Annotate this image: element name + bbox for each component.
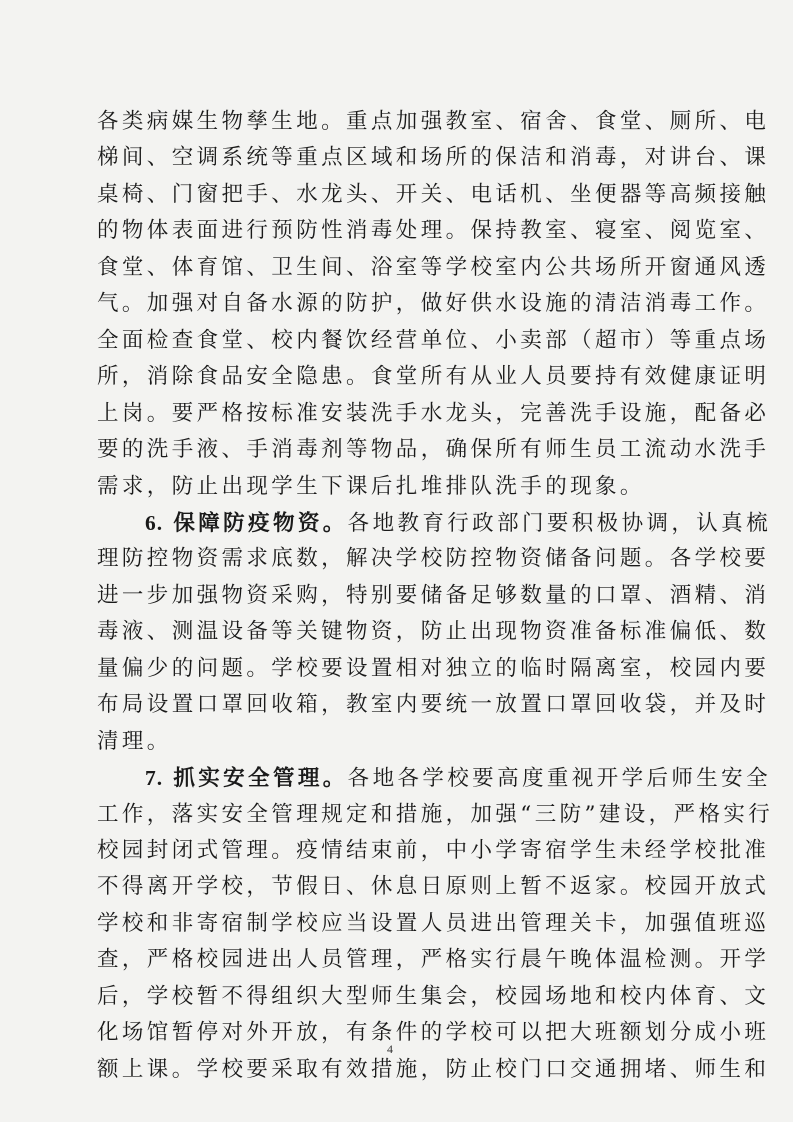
section-7-line-5: 查，严格校园进出人员管理，严格实行晨午晚体温检测。开学 xyxy=(97,947,770,972)
section-7-first-line-text: 各地各学校要高度重视开学后师生安全 xyxy=(347,766,771,791)
section-6-title: 保障防疫物资。 xyxy=(173,511,348,536)
section-7-line-4: 学校和非寄宿制学校应当设置人员进出管理关卡，加强值班巡 xyxy=(97,911,770,936)
section-6-line-5: 布局设置口罩回收箱，教室内要统一放置口罩回收袋，并及时 xyxy=(97,692,770,717)
section-7-title: 抓实安全管理。 xyxy=(173,766,348,791)
page-number: 4 xyxy=(387,1042,393,1056)
body-line-6: 气。加强对自备水源的防护，做好供水设施的清洁消毒工作。 xyxy=(97,291,770,316)
section-7-number: 7. xyxy=(145,766,164,790)
body-line-4: 的物体表面进行预防性消毒处理。保持教室、寝室、阅览室、 xyxy=(97,218,770,243)
section-6-line-4: 量偏少的问题。学校要设置相对独立的临时隔离室，校园内要 xyxy=(97,656,770,681)
section-7-heading-line xyxy=(145,764,771,792)
body-line-7: 全面检查食堂、校内餐饮经营单位、小卖部（超市）等重点场 xyxy=(97,328,770,353)
section-7-line-6: 后，学校暂不得组织大型师生集会，校园场地和校内体育、文 xyxy=(97,984,770,1009)
body-line-2: 梯间、空调系统等重点区域和场所的保洁和消毒，对讲台、课 xyxy=(97,145,770,170)
section-6-line-6: 清理。 xyxy=(97,729,172,754)
body-line-3: 桌椅、门窗把手、水龙头、开关、电话机、坐便器等高频接触 xyxy=(97,182,770,207)
body-line-10: 要的洗手液、手消毒剂等物品，确保所有师生员工流动水洗手 xyxy=(97,437,770,462)
section-6-line-2: 进一步加强物资采购，特别要储备足够数量的口罩、酒精、消 xyxy=(97,583,770,608)
section-6-heading-line xyxy=(145,509,771,537)
body-line-8: 所，消除食品安全隐患。食堂所有从业人员要持有效健康证明 xyxy=(97,364,770,389)
section-6-line-3: 毒液、测温设备等关键物资，防止出现物资准备标准偏低、数 xyxy=(97,619,770,644)
section-7-line-8: 额上课。学校要采取有效措施，防止校门口交通拥堵、师生和 xyxy=(97,1057,770,1082)
section-7-line-3: 不得离开学校，节假日、休息日原则上暂不返家。校园开放式 xyxy=(97,874,770,899)
section-7-line-1: 工作，落实安全管理规定和措施，加强“三防”建设，严格实行 xyxy=(97,802,774,827)
body-line-11: 需求，防止出现学生下课后扎堆排队洗手的现象。 xyxy=(97,474,645,499)
section-7-line-7: 化场馆暂停对外开放，有条件的学校可以把大班额划分成小班 xyxy=(97,1020,770,1045)
section-6-line-1: 理防控物资需求底数，解决学校防控物资储备问题。各学校要 xyxy=(97,546,770,571)
section-6-number: 6. xyxy=(145,511,164,535)
body-line-9: 上岗。要严格按标准安装洗手水龙头，完善洗手设施，配备必 xyxy=(97,401,770,426)
body-line-1: 各类病媒生物孳生地。重点加强教室、宿舍、食堂、厕所、电 xyxy=(97,109,770,134)
section-6-first-line-text: 各地教育行政部门要积极协调，认真梳 xyxy=(347,511,771,536)
section-7-line-2: 校园封闭式管理。疫情结束前，中小学寄宿学生未经学校批准 xyxy=(97,838,770,863)
body-line-5: 食堂、体育馆、卫生间、浴室等学校室内公共场所开窗通风透 xyxy=(97,255,770,280)
